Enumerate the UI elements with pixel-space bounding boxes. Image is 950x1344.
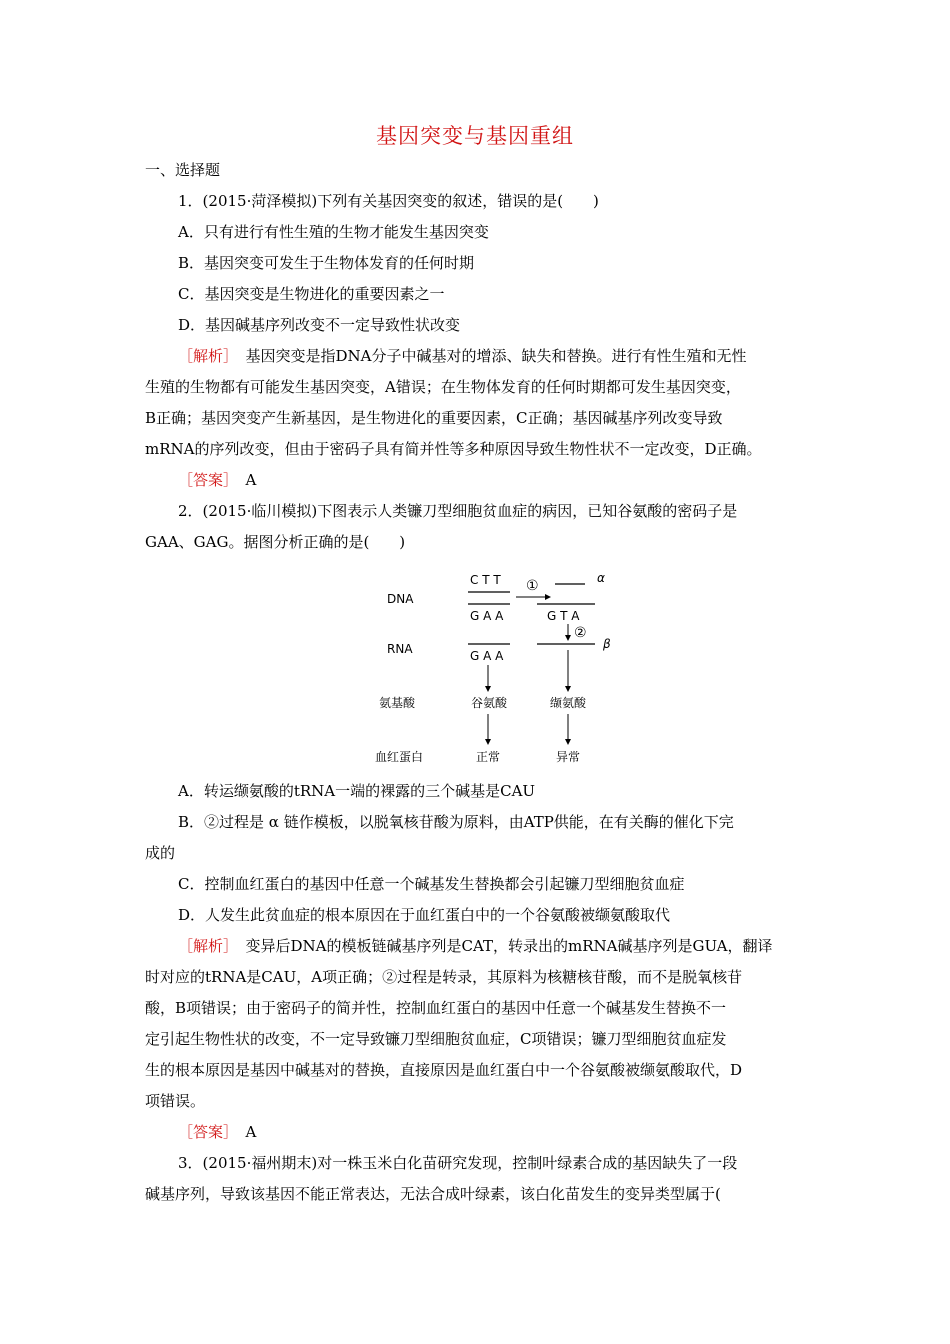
q2-stem: GAA、GAG。据图分析正确的是( ) [145, 533, 406, 551]
q1-analysis-line [178, 346, 838, 366]
q1-analysis-line: B正确；基因突变产生新基因，是生物进化的重要因素，C正确；基因碱基序列改变导致 [145, 409, 723, 427]
q1-option-d: D．基因碱基序列改变不一定导致性状改变 [178, 316, 461, 334]
analysis-tag: ［解析］ [178, 937, 231, 955]
q2-answer [178, 1122, 838, 1142]
q2-stem: 2．(2015·临川模拟)下图表示人类镰刀型细胞贫血症的病因，已知谷氨酸的密码子是 [178, 502, 738, 520]
alpha-label: α [597, 571, 605, 585]
row-label-rna: RNA [387, 642, 413, 656]
row-label-dna: DNA [387, 592, 414, 606]
hemoglobin-abnormal: 异常 [556, 750, 581, 764]
q3-stem: 碱基序列，导致该基因不能正常表达，无法合成叶绿素，该白化苗发生的变异类型属于( [145, 1185, 721, 1203]
q2-analysis-line: 项错误。 [145, 1092, 206, 1110]
dna-gaa: G A A [470, 609, 504, 623]
analysis-text: 变异后DNA的模板链碱基序列是CAT，转录出的mRNA碱基序列是GUA，翻译 [230, 937, 773, 955]
q1-analysis-line: 生殖的生物都有可能发生基因突变，A错误；在生物体发育的任何时期都可发生基因突变， [145, 378, 741, 396]
q2-analysis-line: 时对应的tRNA是CAU，A项正确；②过程是转录，其原料为核糖核苷酸，而不是脱氧核苷 [145, 968, 743, 986]
answer-text: A [230, 471, 257, 489]
q1-answer [178, 470, 838, 490]
q2-option-d: D．人发生此贫血症的根本原因在于血红蛋白中的一个谷氨酸被缬氨酸取代 [178, 906, 671, 924]
q1-stem: 1．(2015·菏泽模拟)下列有关基因突变的叙述，错误的是( ) [178, 192, 599, 210]
answer-text: A [230, 1123, 257, 1141]
q1-option-c: C．基因突变是生物进化的重要因素之一 [178, 285, 445, 303]
q1-option-a: A．只有进行有性生殖的生物才能发生基因突变 [178, 223, 489, 241]
amino-acid-glutamate: 谷氨酸 [471, 696, 508, 710]
q1-option-b: B．基因突变可发生于生物体发育的任何时期 [178, 254, 475, 272]
step-1-marker: ① [526, 578, 539, 594]
q2-analysis-line: 酸，B项错误；由于密码子的简并性，控制血红蛋白的基因中任意一个碱基发生替换不一 [145, 999, 727, 1017]
analysis-tag: ［解析］ [178, 347, 231, 365]
analysis-text: 基因突变是指DNA分子中碱基对的增添、缺失和替换。进行有性生殖和无性 [230, 347, 747, 365]
row-label-amino-acid: 氨基酸 [379, 696, 416, 710]
step-2-marker: ② [574, 625, 587, 641]
row-label-hemoglobin: 血红蛋白 [375, 750, 424, 764]
q3-stem: 3．(2015·福州期末)对一株玉米白化苗研究发现，控制叶绿素合成的基因缺失了一段 [178, 1154, 738, 1172]
dna-ctt: C T T [470, 573, 501, 587]
q2-analysis-line: 生的根本原因是基因中碱基对的替换，直接原因是血红蛋白中一个谷氨酸被缬氨酸取代，D [145, 1061, 743, 1079]
answer-tag: ［答案］ [178, 1123, 231, 1141]
sickle-cell-diagram [375, 568, 625, 773]
q2-option-b: 成的 [145, 844, 176, 862]
hemoglobin-normal: 正常 [476, 750, 501, 764]
q2-option-a: A．转运缬氨酸的tRNA一端的裸露的三个碱基是CAU [178, 782, 536, 800]
answer-tag: ［答案］ [178, 471, 231, 489]
q1-analysis-line: mRNA的序列改变，但由于密码子具有简并性等多种原因导致生物性状不一定改变，D正确。 [145, 440, 762, 458]
beta-label: β [603, 637, 611, 651]
q2-option-b: B．②过程是 α 链作模板，以脱氧核苷酸为原料，由ATP供能，在有关酶的催化下完 [178, 813, 734, 831]
page-title: 基因突变与基因重组 [376, 124, 574, 148]
q2-option-c: C．控制血红蛋白的基因中任意一个碱基发生替换都会引起镰刀型细胞贫血症 [178, 875, 685, 893]
rna-gaa: G A A [470, 649, 504, 663]
dna-gta: G T A [547, 609, 580, 623]
q2-analysis-line [178, 936, 838, 956]
q2-analysis-line: 定引起生物性状的改变，不一定导致镰刀型细胞贫血症，C项错误；镰刀型细胞贫血症发 [145, 1030, 727, 1048]
amino-acid-valine: 缬氨酸 [550, 696, 587, 710]
section-heading: 一、选择题 [145, 161, 221, 179]
